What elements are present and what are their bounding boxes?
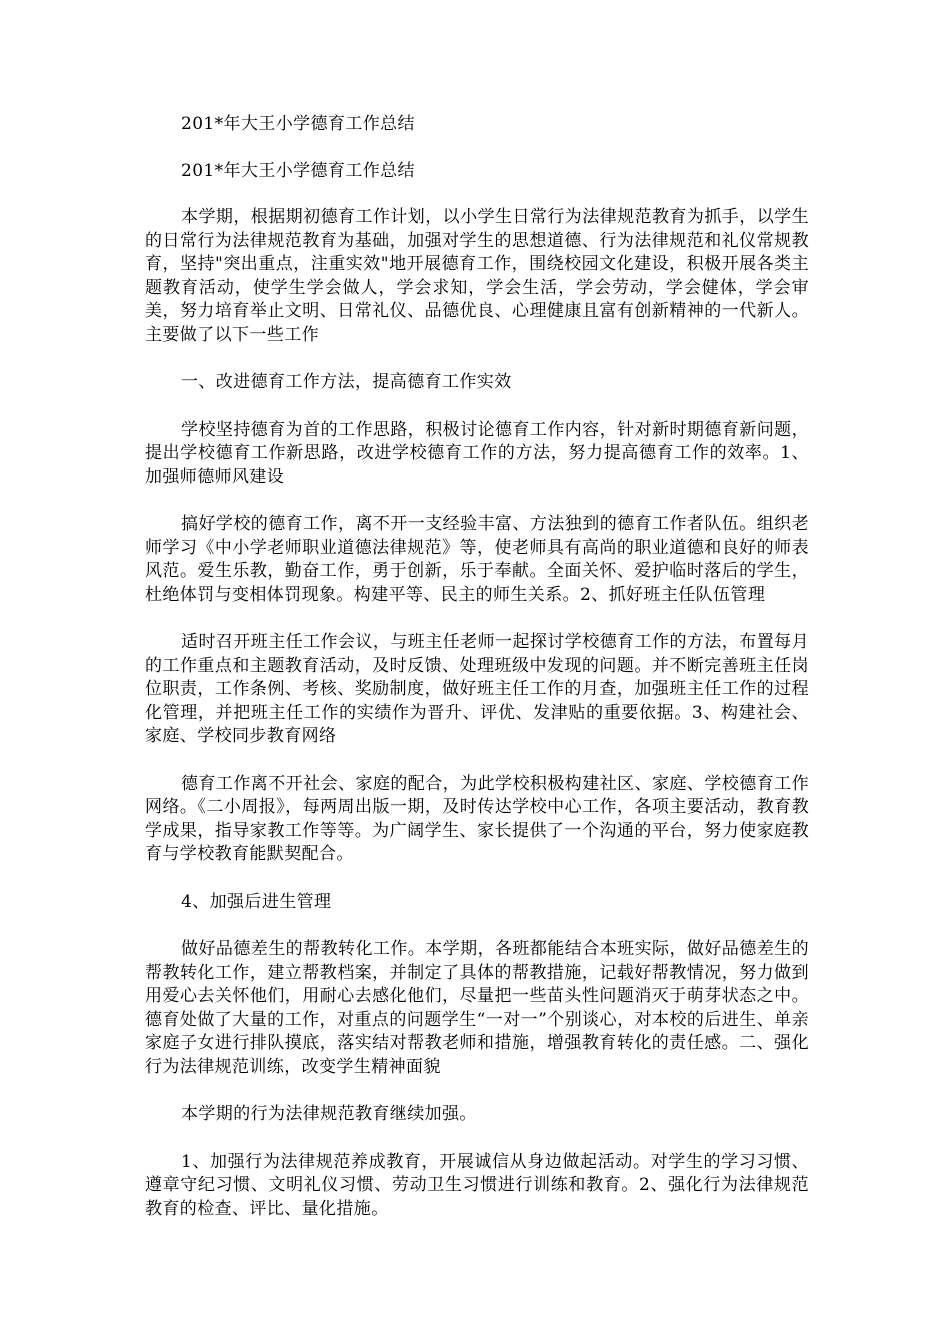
document-title-repeat: 201*年大王小学德育工作总结 <box>181 160 415 181</box>
body-paragraph: 搞好学校的德育工作，离不开一支经验丰富、方法独到的德育工作者队伍。组织老师学习《中小学老师职业道德法律规范》等，使老师具有高尚的职业道德和良好的师表风范。爱生乐教，勤奋工作，勇于创新，乐于奉献。全面关怀、爱护临时落后的学生，杜绝体罚与变相体罚现象。构建平等、民主的师生关系。2、抓好班主任队伍管理 <box>145 514 809 605</box>
document-page <box>145 113 809 1245</box>
body-paragraph: 适时召开班主任工作会议，与班主任老师一起探讨学校德育工作的方法，布置每月的工作重点和主题教育活动，及时反馈、处理班级中发现的问题。并不断完善班主任岗位职责，工作条例、考核、奖励制度，做好班主任工作的月查，加强班主任工作的过程化管理，并把班主任工作的实绩作为晋升、评优、发津贴的重要依据。3、构建社会、家庭、学校同步教育网络 <box>145 632 809 746</box>
body-paragraph: 做好品德差生的帮教转化工作。本学期，各班都能结合本班实际，做好品德差生的帮教转化工作，建立帮教档案，并制定了具体的帮教措施，记载好帮教情况，努力做到用爱心去关怀他们，用耐心去感化他们，尽量把一些苗头性问题消灭于萌芽状态之中。德育处做了大量的工作，对重点的问题学生“一对一”个别谈心，对本校的后进生、单亲家庭子女进行排队摸底，落实结对帮教老师和措施，增强教育转化的责任感。二、强化行为法律规范训练，改变学生精神面貌 <box>145 939 809 1077</box>
subsection-heading-4: 4、加强后进生管理 <box>181 891 332 912</box>
document-title: 201*年大王小学德育工作总结 <box>181 114 415 134</box>
body-paragraph: 1、加强行为法律规范养成教育，开展诚信从身边做起活动。对学生的学习习惯、遵章守纪习惯、文明礼仪习惯、劳动卫生习惯进行训练和教育。2、强化行为法律规范教育的检查、评比、量化措施。 <box>145 1151 809 1219</box>
body-paragraph: 本学期的行为法律规范教育继续加强。 <box>181 1104 477 1124</box>
intro-paragraph: 本学期，根据期初德育工作计划，以小学生日常行为法律规范教育为抓手，以学生的日常行为法律规范教育为基础，加强对学生的思想道德、行为法律规范和礼仪常规教育，坚持"突出重点，注重实效"地开展德育工作，围绕校园文化建设，积极开展各类主题教育活动，使学生学会做人，学会求知，学会生活，学会劳动，学会健体，学会审美，努力培育举止文明、日常礼仪、品德优良、心理健康且富有创新精神的一代新人。主要做了以下一些工作 <box>145 207 809 345</box>
body-paragraph: 学校坚持德育为首的工作思路，积极讨论德育工作内容，针对新时期德育新问题，提出学校德育工作新思路，改进学校德育工作的方法，努力提高德育工作的效率。1、加强师德师风建设 <box>145 419 809 487</box>
section-heading-1: 一、改进德育工作方法，提高德育工作实效 <box>181 372 512 392</box>
body-paragraph: 德育工作离不开社会、家庭的配合，为此学校积极构建社区、家庭、学校德育工作网络。《二小周报》，每两周出版一期，及时传达学校中心工作，各项主要活动，教育教学成果，指导家教工作等等。为广阔学生、家长提供了一个沟通的平台，努力使家庭教育与学校教育能默契配合。 <box>145 773 809 864</box>
